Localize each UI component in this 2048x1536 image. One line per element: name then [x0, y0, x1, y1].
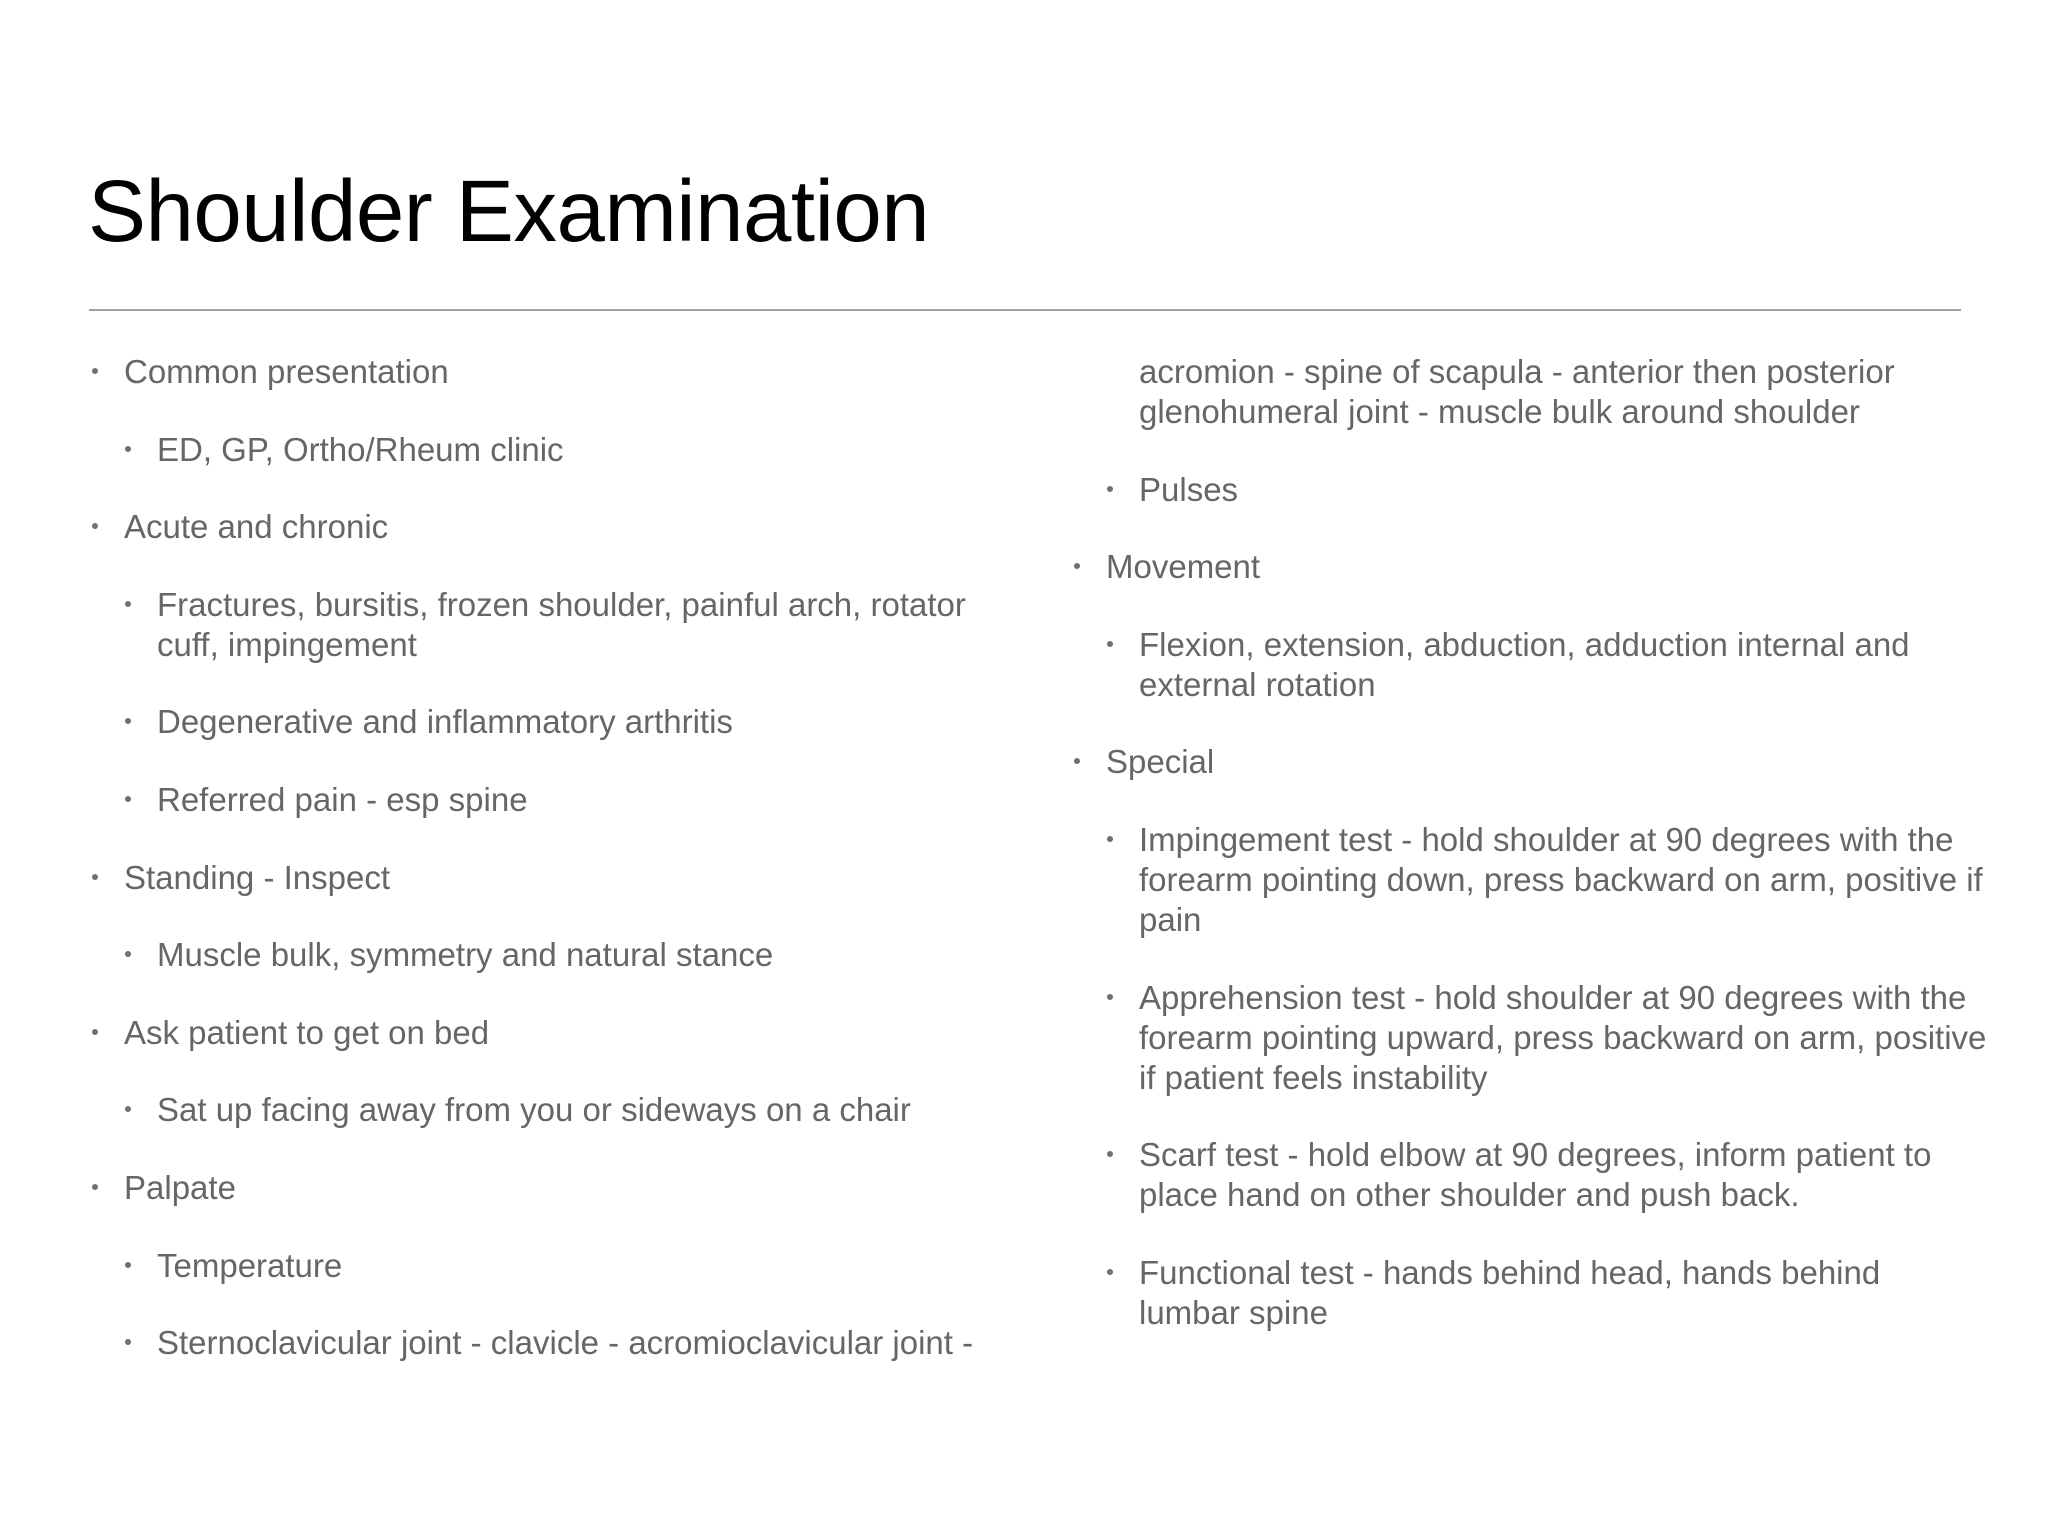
- list-item: [89, 1323, 989, 1363]
- bullet-icon: [125, 1106, 131, 1112]
- list-item-text: Referred pain - esp spine: [157, 780, 528, 818]
- bullet-icon: [1074, 758, 1080, 764]
- list-item: [1071, 742, 1971, 782]
- list-item: [89, 1090, 989, 1130]
- right-bullet-list: [1071, 352, 1987, 1333]
- list-item: [1071, 547, 1971, 587]
- list-item-text: Impingement test - hold shoulder at 90 degrees with the forearm pointing down, press backward on arm, positive if pain: [1139, 820, 1983, 938]
- list-item: [89, 858, 989, 898]
- list-item-continuation: [1071, 352, 1909, 432]
- bullet-icon: [1107, 1269, 1113, 1275]
- list-item: [1071, 978, 2004, 1098]
- bullet-icon: [1107, 994, 1113, 1000]
- slide-title: Shoulder Examination: [88, 163, 930, 260]
- list-item-text: Standing - Inspect: [124, 858, 390, 896]
- list-item-text: Temperature: [157, 1246, 343, 1284]
- list-item-text: Apprehension test - hold shoulder at 90 degrees with the forearm pointing upward, press backward on arm, positive if patient feels instability: [1139, 978, 1987, 1096]
- list-item: [89, 935, 989, 975]
- list-item-text: Palpate: [124, 1168, 236, 1206]
- bullet-icon: [125, 796, 131, 802]
- list-item: [89, 1246, 989, 1286]
- list-item: [89, 1168, 989, 1208]
- list-item: [1071, 470, 1971, 510]
- bullet-icon: [125, 1339, 131, 1345]
- list-item-text: Pulses: [1139, 470, 1239, 508]
- bullet-icon: [1074, 563, 1080, 569]
- bullet-icon: [125, 601, 131, 607]
- list-item-text: Acute and chronic: [124, 508, 389, 546]
- bullet-icon: [92, 1029, 98, 1035]
- list-item-text: Muscle bulk, symmetry and natural stance: [157, 936, 774, 974]
- list-item: [1071, 1135, 2019, 1215]
- list-item-text: Fractures, bursitis, frozen shoulder, painful arch, rotator cuff, impingement: [157, 585, 966, 663]
- list-item: [89, 507, 989, 547]
- list-item-text: Ask patient to get on bed: [124, 1013, 490, 1051]
- right-column: [1071, 352, 1987, 1370]
- bullet-icon: [92, 368, 98, 374]
- list-item: [1071, 625, 1999, 705]
- list-item-text: Common presentation: [124, 353, 449, 390]
- bullet-icon: [125, 446, 131, 452]
- bullet-icon: [1107, 836, 1113, 842]
- bullet-icon: [1107, 1151, 1113, 1157]
- bullet-icon: [1107, 486, 1113, 492]
- list-item: [89, 352, 989, 392]
- list-item-text: Functional test - hands behind head, hands behind lumbar spine: [1139, 1253, 1881, 1331]
- list-item-text: Flexion, extension, abduction, adduction internal and external rotation: [1139, 625, 1910, 703]
- list-item-text: Movement: [1106, 548, 1261, 586]
- list-item: [1071, 1253, 1989, 1333]
- bullet-icon: [1107, 641, 1113, 647]
- left-bullet-list: [89, 352, 989, 1363]
- list-item: [89, 780, 989, 820]
- title-divider: [89, 309, 1961, 311]
- list-item-text: Sternoclavicular joint - clavicle - acromioclavicular joint -: [157, 1324, 974, 1362]
- list-item: [1071, 820, 2039, 940]
- bullet-icon: [125, 718, 131, 724]
- bullet-icon: [125, 951, 131, 957]
- list-item: [89, 585, 977, 665]
- list-item-text: Degenerative and inflammatory arthritis: [157, 703, 733, 741]
- bullet-icon: [92, 874, 98, 880]
- list-item-text: ED, GP, Ortho/Rheum clinic: [157, 430, 564, 468]
- list-item: [89, 430, 989, 470]
- bullet-icon: [125, 1262, 131, 1268]
- list-item: [89, 1013, 989, 1053]
- list-item-text: acromion - spine of scapula - anterior then posterior glenohumeral joint - muscle bulk around shoulder: [1139, 353, 1895, 430]
- bullet-icon: [92, 1184, 98, 1190]
- list-item: [89, 702, 989, 742]
- list-item-text: Sat up facing away from you or sideways on a chair: [157, 1091, 911, 1129]
- bullet-icon: [92, 523, 98, 529]
- list-item-text: Special: [1106, 743, 1215, 781]
- list-item-text: Scarf test - hold elbow at 90 degrees, inform patient to place hand on other shoulder and push back.: [1139, 1136, 1932, 1214]
- left-column: [89, 352, 989, 1401]
